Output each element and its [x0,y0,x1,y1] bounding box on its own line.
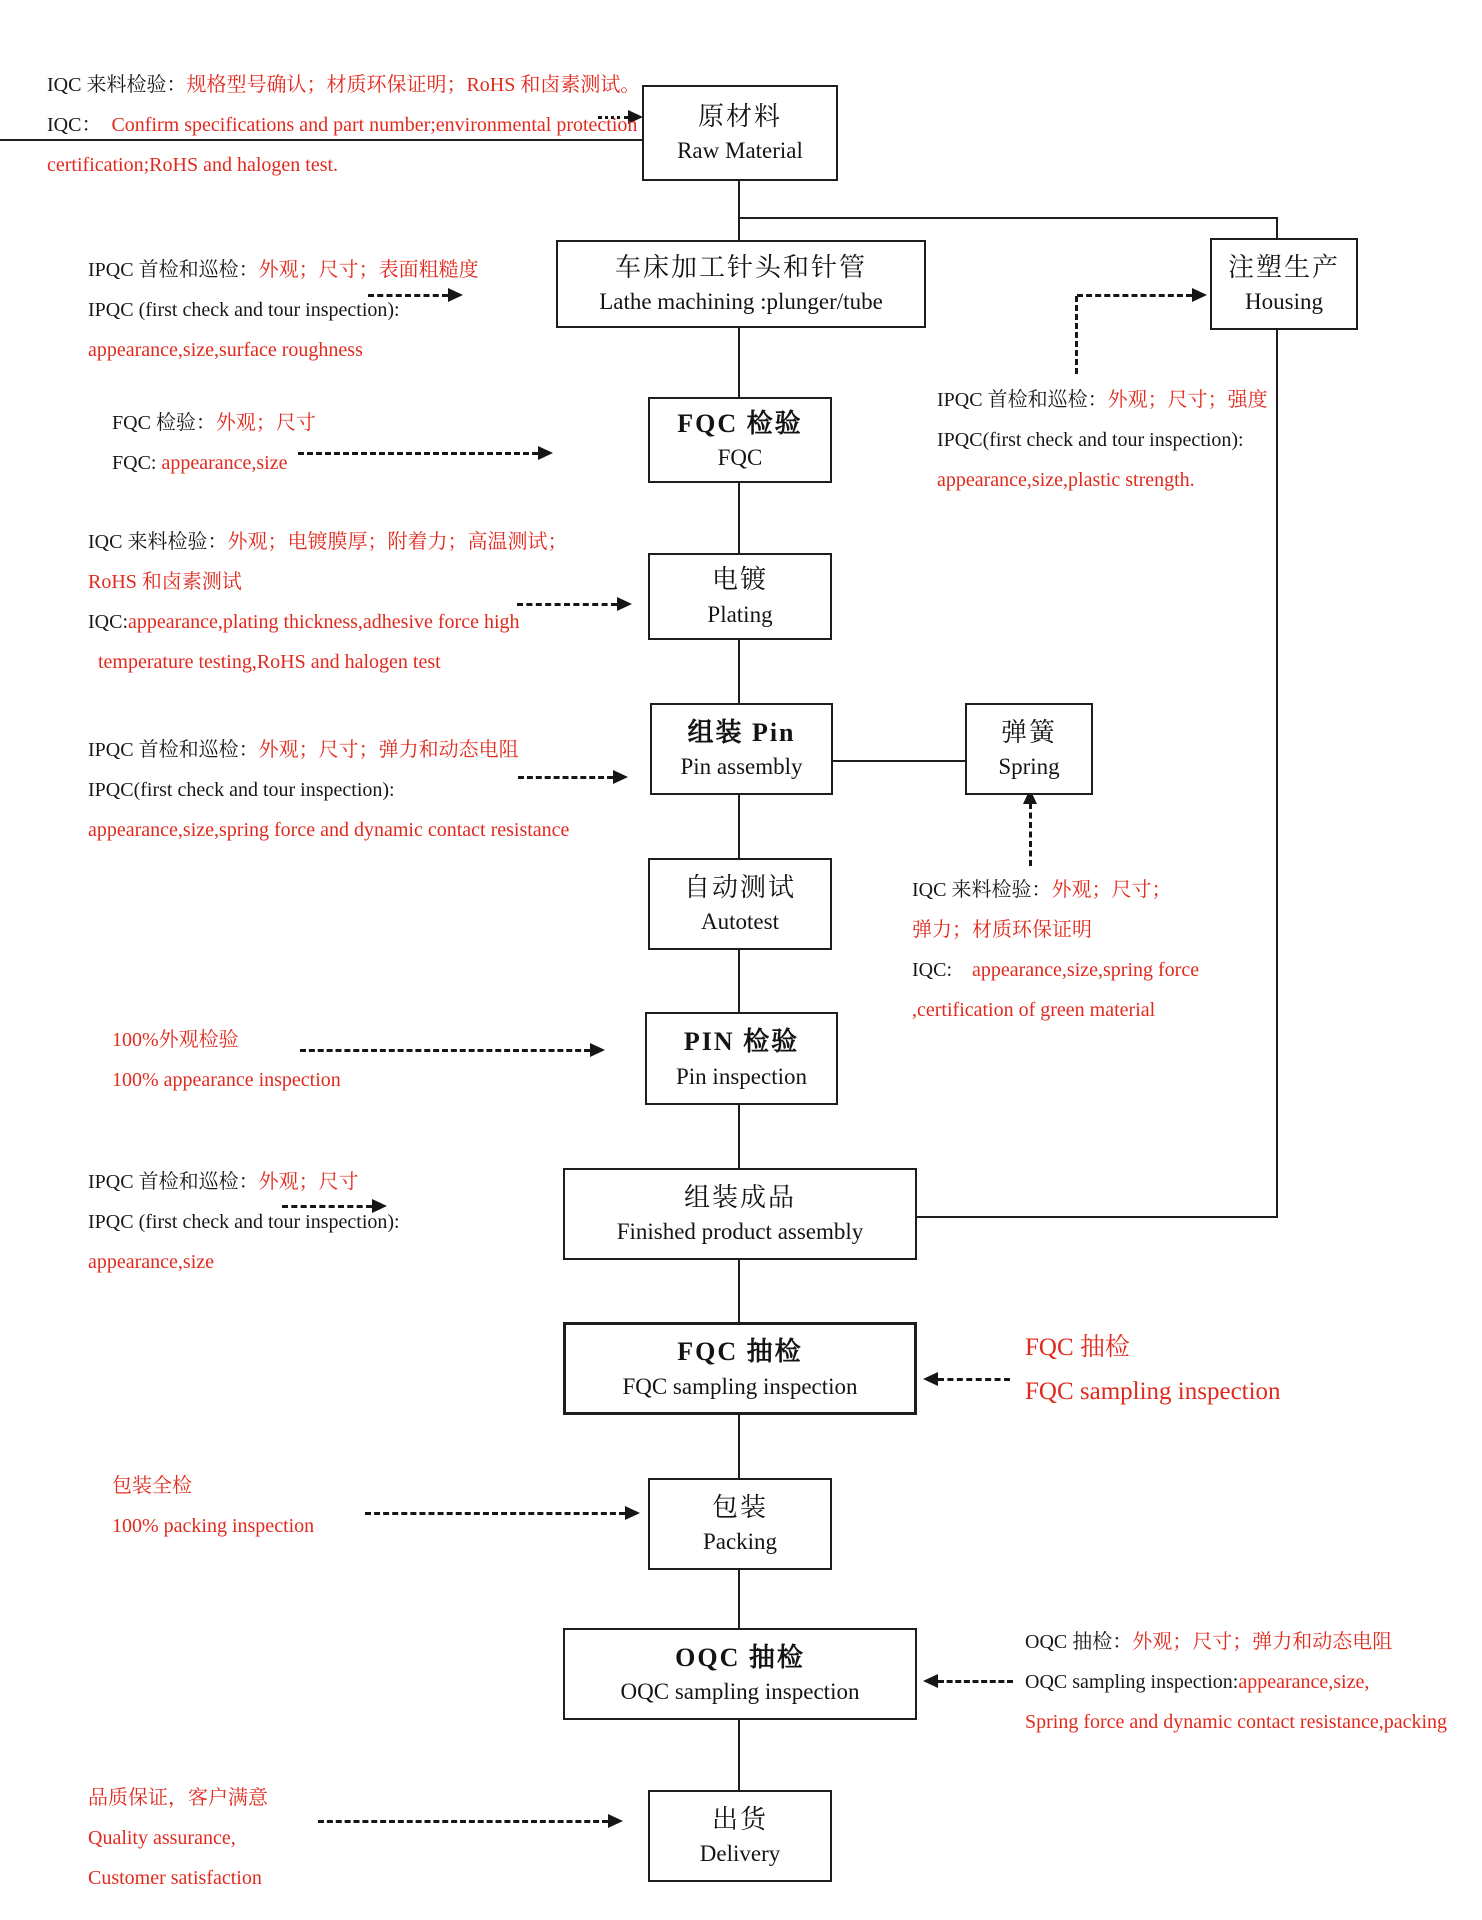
annotation-line: IPQC(first check and tour inspection): [937,429,1244,451]
dashed-arrow-to-spring [1029,803,1032,866]
node-spring-label-zh: 弹簧 [1000,717,1057,747]
annotation-line: OQC sampling inspection:appearance,size, [1025,1671,1370,1693]
annotation-line: certification;RoHS and halogen test. [47,154,339,176]
annotation-fqc-sampling-label [1025,1326,1281,1414]
connector-plating-to-pin [738,640,740,703]
annotation-line: RoHS 和卤素测试 [88,571,242,593]
dashed-arrow-to-delivery [318,1820,608,1823]
annotation-ipqc-pin-assembly [88,730,569,850]
annotation-iqc-plating [88,522,567,682]
annotation-line: temperature testing,RoHS and halogen test [88,651,441,673]
node-delivery [648,1790,832,1882]
node-pin-assembly-label-en: Pin assembly [680,754,803,780]
annotation-line: IQC: appearance,size,spring force [912,959,1200,981]
annotation-line: 弹力；材质环保证明 [912,919,1092,941]
node-delivery-label-en: Delivery [699,1841,781,1867]
dashed-elbow-housing-vertical [1075,296,1078,374]
node-fqc [648,397,832,483]
annotation-line: appearance,size,spring force and dynamic contact resistance [88,819,570,841]
node-fqc-sampling-label-en: FQC sampling inspection [622,1373,858,1399]
annotation-line: OQC 抽检：外观；尺寸；弹力和动态电阻 [1025,1631,1393,1653]
annotation-line: IQC 来料检验：外观；尺寸； [912,879,1172,901]
connector-housing-to-finished [917,1216,1278,1218]
connector-finished-to-fqcsampling [738,1260,740,1322]
connector-lathe-to-fqc [738,328,740,397]
connector-oqc-to-delivery [738,1720,740,1790]
node-autotest-label-zh: 自动测试 [683,872,796,902]
node-finished-product-assembly-label-en: Finished product assembly [616,1219,864,1245]
dashed-arrow-to-fqc-sampling [938,1378,1010,1381]
node-spring-label-en: Spring [998,754,1060,780]
annotation-line: IQC 来料检验：规格型号确认；材质环保证明；RoHS 和卤素测试。 [47,74,641,96]
annotation-line: IQC 来料检验：外观；电镀膜厚；附着力；高温测试； [88,531,568,553]
node-pin-inspection-label-en: Pin inspection [676,1063,807,1089]
dashed-elbow-housing-arrow [1077,294,1192,297]
connector-fqc-to-plating [738,483,740,553]
connector-branch-to-housing [739,217,1278,219]
node-spring [965,703,1093,795]
node-lathe-machining-label-zh: 车床加工针头和针管 [614,252,867,282]
annotation-line: IPQC (first check and tour inspection): [88,1211,400,1233]
annotation-line: Customer satisfaction [88,1867,262,1889]
node-pin-assembly-label-zh: 组装 Pin [687,717,796,747]
annotation-line: 100% packing inspection [112,1515,315,1537]
node-raw-material-label-en: Raw Material [677,138,803,164]
annotation-line: appearance,size,plastic strength. [937,469,1195,491]
annotation-line: 品质保证，客户满意 [88,1787,268,1809]
annotation-line: IQC:appearance,plating thickness,adhesive force high [88,611,520,633]
node-plating-label-zh: 电镀 [711,565,768,595]
dashed-arrow-to-pin-inspection [300,1049,590,1052]
annotation-line: 包装全检 [112,1475,192,1497]
annotation-line: IPQC 首检和巡检：外观；尺寸 [88,1171,359,1193]
connector-pin-to-autotest [738,795,740,858]
node-fqc-sampling-label-zh: FQC 抽检 [677,1337,803,1367]
dashed-arrow-to-oqc-sampling [938,1680,1013,1683]
annotation-line: IPQC 首检和巡检：外观；尺寸；弹力和动态电阻 [88,739,519,761]
annotation-line: FQC 检验：外观；尺寸 [112,412,316,434]
node-packing-label-zh: 包装 [711,1492,768,1522]
node-raw-material-label-zh: 原材料 [697,101,782,131]
node-fqc-label-en: FQC [717,445,763,471]
annotation-ipqc-finished-assembly [88,1162,400,1282]
annotation-line: Spring force and dynamic contact resistance,packing [1025,1711,1448,1733]
node-pin-inspection [645,1012,838,1105]
annotation-pin-100-inspection [112,1020,341,1100]
annotation-line: 100%外观检验 [112,1029,239,1051]
node-housing-label-zh: 注塑生产 [1227,252,1340,282]
annotation-line: IPQC 首检和巡检：外观；尺寸；强度 [937,389,1268,411]
annotation-ipqc-lathe [88,250,479,370]
connector-raw-to-lathe [738,181,740,240]
annotation-line: FQC 抽检 [1025,1334,1130,1361]
node-pin-assembly [650,703,833,795]
connector-branch-down-housing [1276,219,1278,238]
node-autotest [648,858,832,950]
node-lathe-machining-label-en: Lathe machining :plunger/tube [599,289,883,315]
annotation-line: ,certification of green material [912,999,1156,1021]
annotation-line: FQC: appearance,size [112,452,288,474]
annotation-iqc-spring [912,870,1199,1030]
annotation-line: FQC sampling inspection [1025,1378,1281,1405]
annotation-line: Quality assurance, [88,1827,236,1849]
node-fqc-sampling [563,1322,917,1415]
node-housing [1210,238,1358,330]
connector-packing-to-oqc [738,1570,740,1628]
connector-housing-down [1276,330,1278,1218]
connector-autotest-to-pininspection [738,950,740,1012]
node-raw-material [642,85,838,181]
annotation-fqc-check [112,403,316,483]
node-plating-label-en: Plating [707,601,773,627]
node-oqc-sampling [563,1628,917,1720]
node-packing [648,1478,832,1570]
node-housing-label-en: Housing [1245,289,1323,315]
annotation-line: IQC： Confirm specifications and part number;environmental protection [47,114,638,136]
node-finished-product-assembly [563,1168,917,1260]
annotation-line: appearance,size,surface roughness [88,339,363,361]
annotation-line: 100% appearance inspection [112,1069,341,1091]
annotation-oqc-sampling [1025,1622,1447,1742]
node-oqc-sampling-label-zh: OQC 抽检 [675,1642,805,1672]
node-finished-product-assembly-label-zh: 组装成品 [683,1182,796,1212]
connector-pininspection-to-finished [738,1105,740,1168]
node-oqc-sampling-label-en: OQC sampling inspection [620,1679,860,1705]
node-plating [648,553,832,640]
annotation-line: appearance,size [88,1251,215,1273]
annotation-quality-assurance [88,1778,268,1898]
annotation-ipqc-housing [937,380,1268,500]
annotation-line: IPQC 首检和巡检：外观；尺寸；表面粗糙度 [88,259,479,281]
node-packing-label-en: Packing [702,1529,778,1555]
node-pin-inspection-label-zh: PIN 检验 [683,1027,800,1057]
node-delivery-label-zh: 出货 [711,1804,768,1834]
node-fqc-label-zh: FQC 检验 [677,408,803,438]
dashed-arrow-to-packing [365,1512,625,1515]
annotation-iqc-raw-material [47,65,640,185]
annotation-line: IPQC(first check and tour inspection): [88,779,395,801]
annotation-packing-100-inspection [112,1466,314,1546]
node-autotest-label-en: Autotest [701,909,779,935]
connector-pin-to-spring [833,760,965,762]
node-lathe-machining [556,240,926,328]
dashed-arrow-to-fqc [298,452,538,455]
connector-fqcsampling-to-packing [738,1415,740,1478]
annotation-line: IPQC (first check and tour inspection): [88,299,400,321]
